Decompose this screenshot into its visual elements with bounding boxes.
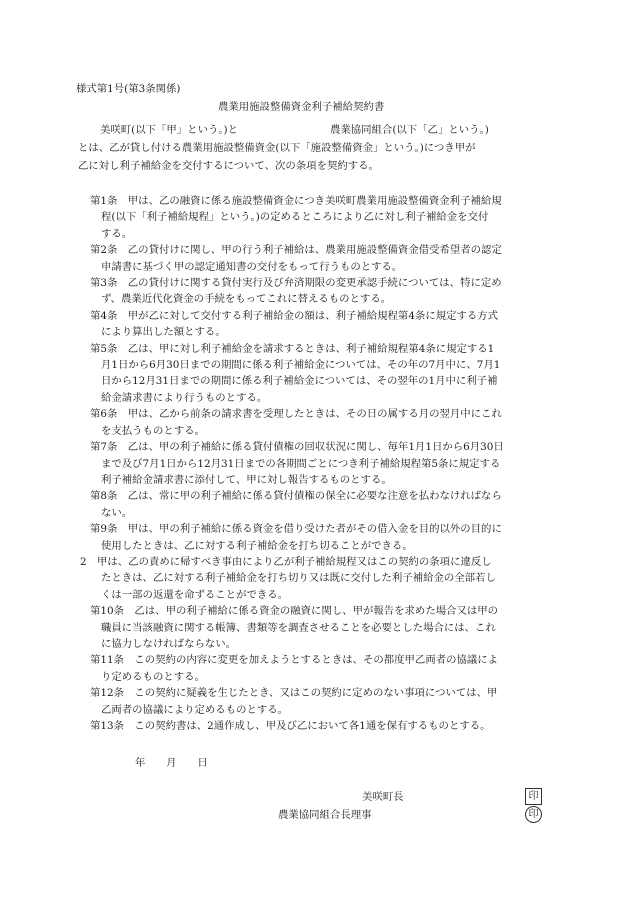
article-line: 程(以下「利子補給規程」という。)の定めるところにより乙に対し利子補給金を交付 bbox=[101, 211, 489, 224]
intro-line-1: とは、乙が貸し付ける農業用施設整備資金(以下「施設整備資金」という。)につき甲が bbox=[78, 142, 476, 154]
article-line: 第2条 乙の貸付けに関し、甲の行う利子補給は、農業用施設整備資金借受希望者の認定 bbox=[90, 244, 502, 257]
article-10 bbox=[90, 603, 550, 652]
article-line: 第6条 甲は、乙から前条の請求書を受理したときは、その日の属する月の翌月中にこれ bbox=[90, 408, 502, 421]
article-line: り定めるものとする。 bbox=[101, 670, 205, 683]
intro-party-b: 農業協同組合(以下「乙」という。) bbox=[330, 124, 489, 136]
article-line: まで及び7月1日から12月31日までの各期間ごとにつき利子補給規程第5条に規定する bbox=[101, 457, 501, 470]
article-line: により算出した額とする。 bbox=[101, 326, 226, 339]
article-line: 第7条 乙は、甲の利子補給に係る貸付債権の回収状況に関し、毎年1月1日から6月30日 bbox=[90, 441, 504, 454]
article-line: 第1条 甲は、乙の融資に係る施設整備資金につき美咲町農業用施設整備資金利子補給規 bbox=[90, 195, 502, 207]
article-line: 2 甲は、乙の責めに帰すべき事由により乙が利子補給規程又はこの契約の条項に違反し bbox=[80, 555, 492, 568]
article-11 bbox=[90, 652, 550, 685]
article-line: 職員に当該融資に関する帳簿、書類等を調査させることを必要とした場合には、これ bbox=[101, 621, 496, 634]
article-line: くは一部の返還を命ずることができる。 bbox=[101, 588, 289, 601]
article-line: 第5条 乙は、甲に対し利子補給金を請求するときは、利子補給規程第4条に規定する1 bbox=[90, 342, 495, 355]
article-line: に協力しなければならない。 bbox=[101, 637, 237, 650]
coop-seal-icon: 印 bbox=[525, 806, 542, 823]
article-2 bbox=[90, 242, 550, 275]
intro-line-2: 乙に対し利子補給金を交付するについて、次の条項を契約する。 bbox=[78, 160, 379, 172]
article-line: 月1日から6月30日までの期間に係る利子補給金については、その年の7月中に、7月1 bbox=[101, 359, 501, 372]
article-line: 第9条 甲は、甲の利子補給に係る資金を借り受けた者がその借入金を目的以外の目的に bbox=[90, 523, 502, 536]
article-6 bbox=[90, 406, 550, 439]
article-line: ない。 bbox=[101, 506, 133, 519]
form-id: 様式第1号(第3条関係) bbox=[76, 83, 181, 95]
article-line: 第13条 この契約書は、2通作成し、甲及び乙において各1通を保有するものとする。 bbox=[90, 720, 491, 732]
article-line: ず、農業近代化資金の手続をもってこれに替えるものとする。 bbox=[101, 293, 392, 306]
articles-block bbox=[80, 193, 550, 734]
mayor-seal-icon: 印 bbox=[525, 788, 542, 805]
article-line: 使用したときは、乙に対する利子補給金を打ち切ることができる。 bbox=[101, 539, 413, 552]
article-9-paragraph-2 bbox=[80, 554, 550, 603]
article-line: 第10条 乙は、甲の利子補給に係る資金の融資に関し、甲が報告を求めた場合又は甲の bbox=[90, 605, 499, 618]
article-line: 第4条 甲が乙に対して交付する利子補給金の額は、利子補給規程第4条に規定する方式 bbox=[90, 309, 499, 322]
article-line: 給金請求書により行うものとする。 bbox=[101, 391, 268, 404]
article-line: 利子補給金請求書に添付して、甲に対し報告するものとする。 bbox=[101, 473, 392, 486]
article-3 bbox=[90, 275, 550, 308]
article-5 bbox=[90, 341, 550, 407]
article-line: 第3条 乙の貸付けに関する貸付実行及び弁済期限の変更承認手続については、特に定め bbox=[90, 277, 502, 290]
article-1 bbox=[90, 193, 550, 242]
article-line: たときは、乙に対する利子補給金を打ち切り又は既に交付した利子補給金の全部若し bbox=[101, 572, 496, 585]
article-line: 第11条 この契約の内容に変更を加えようとするときは、その都度甲乙両者の協議によ bbox=[90, 654, 499, 667]
article-7 bbox=[90, 439, 550, 488]
article-line: 乙両者の協議により定めるものとする。 bbox=[101, 703, 289, 716]
article-line: 第12条 この契約に疑義を生じたとき、又はこの契約に定めのない事項については、甲 bbox=[90, 687, 498, 700]
article-line: する。 bbox=[101, 227, 133, 240]
date-line: 年 月 日 bbox=[135, 757, 208, 769]
article-line: 日から12月31日までの期間に係る利子補給金については、その翌年の1月中に利子補 bbox=[101, 375, 498, 388]
article-9 bbox=[90, 521, 550, 554]
mayor-title: 美咲町長 bbox=[362, 791, 404, 803]
coop-chairman-title: 農業協同組合長理事 bbox=[278, 809, 372, 821]
article-line: 申請書に基づく甲の認定通知書の交付をもって行うものとする。 bbox=[101, 260, 403, 273]
article-line: を支払うものとする。 bbox=[101, 424, 205, 437]
article-4 bbox=[90, 308, 550, 341]
document-title: 農業用施設整備資金利子補給契約書 bbox=[218, 101, 385, 113]
article-12 bbox=[90, 685, 550, 718]
article-13 bbox=[90, 718, 550, 734]
article-line: 第8条 乙は、常に甲の利子補給に係る貸付債権の保全に必要な注意を払わなければなら bbox=[90, 490, 502, 503]
article-8 bbox=[90, 488, 550, 521]
intro-party-a: 美咲町(以下「甲」という。)と bbox=[100, 124, 238, 136]
